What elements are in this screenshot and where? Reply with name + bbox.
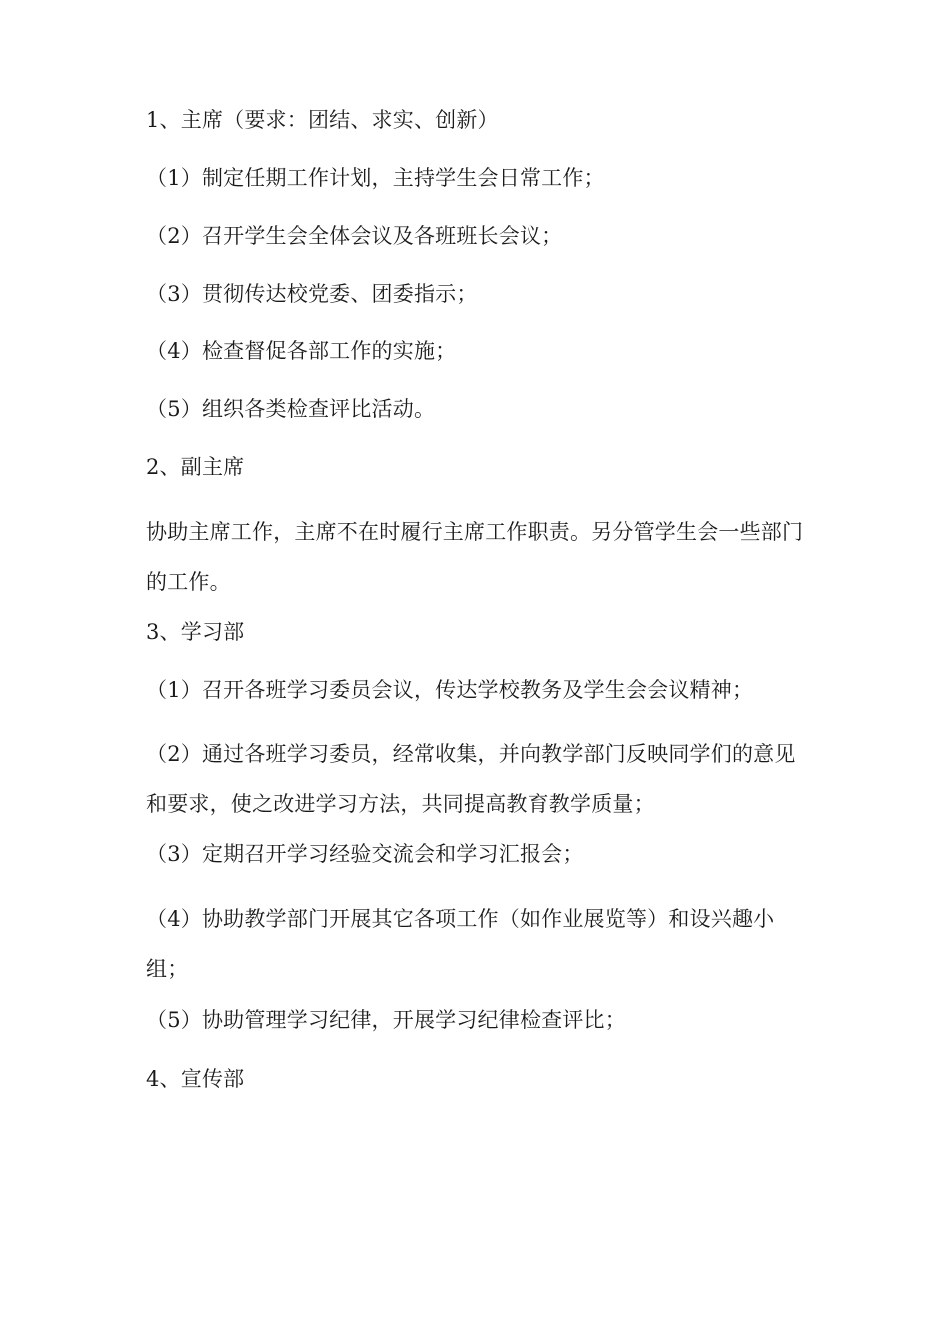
chairman-duty-1: （1）制定任期工作计划，主持学生会日常工作； xyxy=(146,166,605,190)
vice-chairman-description: 协助主席工作，主席不在时履行主席工作职责。另分管学生会一些部门的工作。 xyxy=(146,520,804,594)
chairman-duty-3: （3）贯彻传达校党委、团委指示； xyxy=(146,282,478,306)
study-duty-3: （3）定期召开学习经验交流会和学习汇报会； xyxy=(146,842,584,866)
chairman-duty-5: （5）组织各类检查评比活动。 xyxy=(146,397,436,421)
heading-study-department: 3、学习部 xyxy=(146,620,245,644)
heading-chairman: 1、主席（要求：团结、求实、创新） xyxy=(146,108,499,132)
chairman-duty-4: （4）检查督促各部工作的实施； xyxy=(146,339,457,363)
chairman-duty-2: （2）召开学生会全体会议及各班班长会议； xyxy=(146,224,563,248)
study-duty-1: （1）召开各班学习委员会议，传达学校教务及学生会会议精神； xyxy=(146,678,754,702)
study-duty-5: （5）协助管理学习纪律，开展学习纪律检查评比； xyxy=(146,1008,626,1032)
heading-vice-chairman: 2、副主席 xyxy=(146,455,245,479)
study-duty-2: （2）通过各班学习委员，经常收集，并向教学部门反映同学们的意见和要求，使之改进学习方法，共同提高教育教学质量； xyxy=(146,742,796,816)
heading-publicity-department: 4、宣传部 xyxy=(146,1067,245,1091)
study-duty-4: （4）协助教学部门开展其它各项工作（如作业展览等）和设兴趣小组； xyxy=(146,907,775,981)
